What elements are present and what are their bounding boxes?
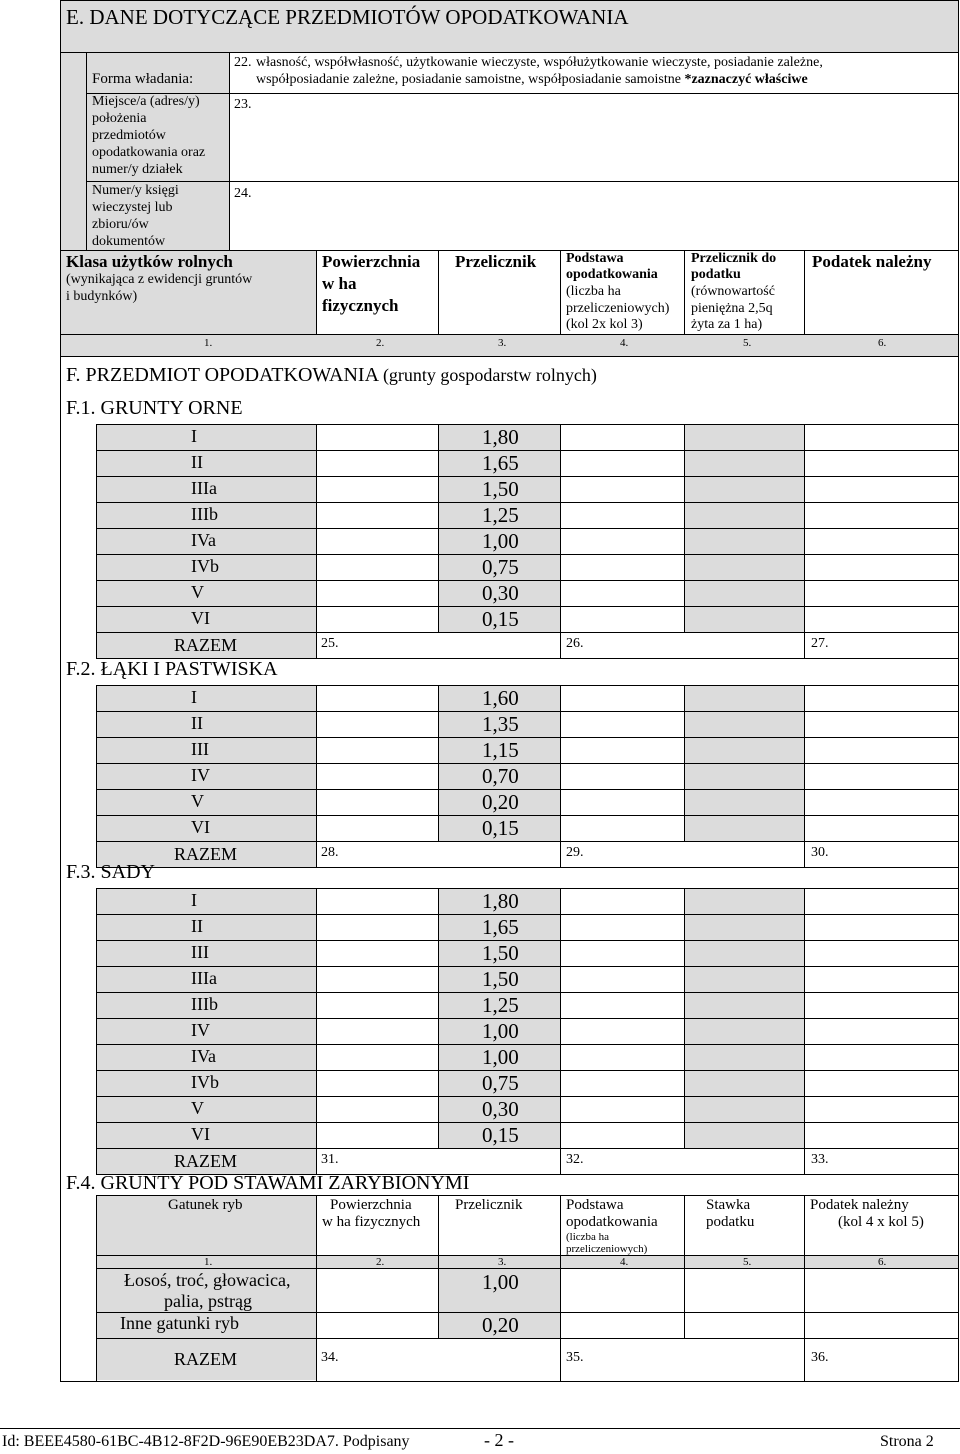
grid-line (316, 1195, 317, 1381)
footer-document-id: Id: BEEE4580-61BC-4B12-8F2D-96E90EB23DA7. Podpisany (2, 1433, 410, 1450)
tax-due-input[interactable] (805, 607, 957, 632)
soil-class-label: V (191, 791, 204, 811)
grid-line (96, 1312, 958, 1313)
numer-label-1: Numer/y księgi (92, 183, 179, 198)
col-podatek: Podatek należny (812, 252, 932, 271)
grid-line (96, 476, 958, 477)
klasa-sub-1: (wynikająca z ewidencji gruntów (66, 272, 253, 287)
przelicznik-value: 0,15 (482, 1123, 519, 1147)
tax-due-input[interactable] (805, 503, 957, 528)
soil-class-label: IVb (191, 556, 219, 576)
f4-row2-value: 0,20 (482, 1313, 519, 1337)
grid-line (560, 424, 561, 658)
przelicznik-value: 1,00 (482, 529, 519, 553)
przelicznik-value: 1,00 (482, 1019, 519, 1043)
tax-base-input[interactable] (561, 889, 683, 914)
grid-line (96, 528, 958, 529)
tax-base-input[interactable] (561, 967, 683, 992)
field-22-options-text: współposiadanie zależne, posiadanie samoistne, współposiadanie samoistne (256, 72, 681, 87)
miejsce-label-5: numer/y działek (92, 162, 183, 177)
grid-line (96, 1122, 958, 1123)
field-23-input[interactable] (230, 94, 958, 181)
area-input[interactable] (317, 712, 437, 737)
przelicznik-value: 0,15 (482, 607, 519, 631)
col-podstawa-1: Podstawa (566, 251, 624, 266)
tax-base-input[interactable] (561, 425, 683, 450)
f4-col-podstawa-sub-1: (liczba ha (566, 1231, 610, 1243)
area-input[interactable] (317, 581, 437, 606)
frame-left (60, 0, 61, 1382)
area-input[interactable] (317, 529, 437, 554)
grid-line (96, 841, 958, 842)
grid-line (96, 1255, 958, 1256)
soil-class-label: II (191, 916, 203, 936)
miejsce-label-2: położenia (92, 111, 147, 126)
grid-line (316, 685, 317, 867)
f4-row2-label: Inne gatunki ryb (120, 1313, 239, 1333)
grid-line (684, 685, 685, 841)
soil-class-label: IV (191, 1020, 210, 1040)
grid-line (560, 1195, 561, 1381)
grid-line (96, 789, 958, 790)
col-powierzchnia-2: w ha (322, 274, 357, 293)
grid-line (96, 1018, 958, 1019)
grid-line (96, 502, 958, 503)
grid-line (96, 888, 958, 889)
tax-base-input[interactable] (561, 712, 683, 737)
soil-class-label: IVb (191, 1072, 219, 1092)
klasa-sub-2: i budynków) (66, 289, 138, 304)
przelicznik-value: 0,75 (482, 555, 519, 579)
f4-colnum-4: 4. (620, 1256, 629, 1268)
tax-base-input[interactable] (561, 555, 683, 580)
grid-line (316, 424, 317, 658)
tax-base-input[interactable] (561, 738, 683, 763)
soil-class-label: VI (191, 1124, 210, 1144)
grid-line (560, 250, 561, 334)
footer-page-number: - 2 - (484, 1430, 514, 1450)
grid-line (96, 1044, 958, 1045)
f4-colnum-1: 1. (204, 1256, 213, 1268)
grid-line (804, 1195, 805, 1381)
grid-line (60, 52, 959, 53)
grid-line (438, 424, 439, 632)
f4-colnum-bg (96, 1255, 958, 1268)
colnum-6: 6. (878, 337, 887, 349)
przelicznik-value: 1,50 (482, 967, 519, 991)
col-przel-podatku-4: pieniężna 2,5q (691, 301, 773, 316)
frame-bottom (60, 1381, 959, 1382)
grid-line (96, 685, 958, 686)
f4-colnum-6: 6. (878, 1256, 887, 1268)
razem-field-area[interactable]: 31. (321, 1152, 339, 1167)
f4-row1-value: 1,00 (482, 1270, 519, 1294)
grid-line (96, 424, 97, 658)
tax-base-input[interactable] (561, 503, 683, 528)
f4-col-stawka-1: Stawka (706, 1197, 751, 1213)
grid-line (684, 888, 685, 1148)
footer-strona: Strona 2 (880, 1433, 934, 1450)
soil-class-label: III (191, 942, 209, 962)
przelicznik-value: 0,30 (482, 1097, 519, 1121)
tax-due-input[interactable] (805, 967, 957, 992)
area-input[interactable] (317, 1019, 437, 1044)
area-input[interactable] (317, 425, 437, 450)
tax-base-input[interactable] (561, 581, 683, 606)
area-input[interactable] (317, 967, 437, 992)
soil-class-label: III (191, 739, 209, 759)
tax-due-input[interactable] (805, 941, 957, 966)
miejsce-label-1: Miejsce/a (adres/y) (92, 94, 200, 109)
frame-top (60, 0, 959, 1)
col-podstawa-4: przeliczeniowych) (566, 301, 670, 316)
grid-line (96, 1096, 958, 1097)
f4-col-podstawa-sub-2: przeliczeniowych) (566, 1243, 648, 1255)
przelicznik-value: 1,50 (482, 941, 519, 965)
tax-base-input[interactable] (561, 816, 683, 841)
area-input[interactable] (317, 1123, 437, 1148)
area-input[interactable] (317, 915, 437, 940)
colnum-4: 4. (620, 337, 629, 349)
przelicznik-value: 1,50 (482, 477, 519, 501)
col-podstawa-3: (liczba ha (566, 284, 621, 299)
przelicznik-value: 1,25 (482, 993, 519, 1017)
tax-base-input[interactable] (561, 915, 683, 940)
f4-colnum-2: 2. (376, 1256, 385, 1268)
numer-label-2: wieczystej lub (92, 200, 173, 215)
f4-heading: F.4. GRUNTY POD STAWAMI ZARYBIONYMI (66, 1172, 470, 1194)
tax-due-input[interactable] (805, 1045, 957, 1070)
soil-class-label: IIIa (191, 968, 217, 988)
colnum-2: 2. (376, 337, 385, 349)
field-24-input[interactable] (230, 182, 958, 249)
f2-heading: F.2. ŁĄKI I PASTWISKA (66, 658, 278, 680)
colnum-5: 5. (743, 337, 752, 349)
area-input[interactable] (317, 503, 437, 528)
f4-col-stawka-2: podatku (706, 1214, 755, 1230)
tax-base-input[interactable] (561, 607, 683, 632)
col-przelicznik: Przelicznik (455, 252, 537, 271)
klasa-title: Klasa użytków rolnych (66, 252, 233, 271)
soil-class-label: VI (191, 608, 210, 628)
grid-line (438, 888, 439, 1148)
field-22-options-line1: własność, współwłasność, użytkowanie wieczyste, współużytkowanie wieczyste, posiadanie zależne, (256, 55, 823, 70)
grid-line (96, 737, 958, 738)
grid-line (86, 181, 959, 182)
tax-base-input[interactable] (561, 477, 683, 502)
przelicznik-value: 1,25 (482, 503, 519, 527)
miejsce-label-3: przedmiotów (92, 128, 166, 143)
razem-field-base[interactable]: 29. (566, 845, 584, 860)
grid-line (438, 1195, 439, 1338)
przelicznik-value: 0,15 (482, 816, 519, 840)
colnum-row-bg (60, 334, 959, 356)
tax-due-input[interactable] (805, 686, 957, 711)
tax-base-input[interactable] (561, 1123, 683, 1148)
razem-field-tax[interactable]: 27. (811, 636, 829, 651)
przelicznik-value: 0,75 (482, 1071, 519, 1095)
soil-class-label: I (191, 426, 197, 446)
f1-heading: F.1. GRUNTY ORNE (66, 397, 243, 419)
f4-col-powierzchnia-1: Powierzchnia (330, 1197, 412, 1213)
tax-due-input[interactable] (805, 915, 957, 940)
tax-base-input[interactable] (561, 451, 683, 476)
grid-line (96, 1070, 958, 1071)
f4-col-podstawa-1: Podstawa (566, 1197, 624, 1213)
tax-base-input[interactable] (561, 1045, 683, 1070)
area-input[interactable] (317, 607, 437, 632)
soil-class-label: V (191, 1098, 204, 1118)
grid-line (86, 52, 87, 250)
tax-base-input[interactable] (561, 529, 683, 554)
grid-line (229, 52, 230, 250)
section-f-title: F. PRZEDMIOT OPODATKOWANIA (grunty gospodarstw rolnych) (66, 364, 597, 386)
grid-line (96, 632, 958, 633)
f4-field-35[interactable]: 35. (566, 1350, 584, 1365)
grid-line (86, 93, 959, 94)
soil-class-label: I (191, 687, 197, 707)
area-input[interactable] (317, 764, 437, 789)
przelicznik-value: 1,00 (482, 1045, 519, 1069)
grid-line (96, 424, 958, 425)
grid-line (96, 992, 958, 993)
section-e-title: E. DANE DOTYCZĄCE PRZEDMIOTÓW OPODATKOWANIA (66, 5, 629, 29)
f4-col-gatunek: Gatunek ryb (168, 1197, 243, 1213)
soil-class-label: IIIb (191, 504, 218, 524)
grid-line (804, 685, 805, 867)
grid-line (96, 580, 958, 581)
col-powierzchnia-3: fizycznych (322, 296, 399, 315)
przelicznik-value: 0,20 (482, 790, 519, 814)
f4-row1-label-1: Łosoś, troć, głowacica, (124, 1270, 291, 1290)
grid-line (684, 250, 685, 334)
grid-line (96, 450, 958, 451)
przelicznik-value: 1,60 (482, 686, 519, 710)
tax-due-input[interactable] (805, 581, 957, 606)
grid-line (804, 888, 805, 1174)
razem-field-tax[interactable]: 33. (811, 1152, 829, 1167)
area-input[interactable] (317, 889, 437, 914)
tax-base-input[interactable] (561, 1097, 683, 1122)
grid-line (560, 888, 561, 1174)
area-input[interactable] (317, 477, 437, 502)
f4-col-powierzchnia-2: w ha fizycznych (322, 1214, 421, 1230)
tax-due-input[interactable] (805, 1019, 957, 1044)
razem-field-base[interactable]: 26. (566, 636, 584, 651)
przelicznik-value: 1,35 (482, 712, 519, 736)
grid-line (60, 356, 959, 357)
area-input[interactable] (317, 451, 437, 476)
grid-line (96, 815, 958, 816)
grid-line (96, 685, 97, 867)
grid-line (96, 1148, 958, 1149)
left-label-column-bg (60, 52, 86, 250)
tax-due-input[interactable] (805, 1097, 957, 1122)
footer-rule (0, 1428, 960, 1429)
razem-field-base[interactable]: 32. (566, 1152, 584, 1167)
grid-line (96, 888, 97, 1174)
soil-class-label: IV (191, 765, 210, 785)
f3-heading: F.3. SADY (66, 861, 155, 883)
grid-line (804, 424, 805, 658)
tax-base-input[interactable] (561, 686, 683, 711)
col-przel-podatku-3: (równowartość (691, 284, 775, 299)
przelicznik-value: 1,80 (482, 425, 519, 449)
przelicznik-value: 1,65 (482, 451, 519, 475)
grid-line (684, 424, 685, 632)
soil-class-label: I (191, 890, 197, 910)
numer-label-4: dokumentów (92, 234, 166, 249)
field-23-number: 23. (234, 97, 252, 112)
tax-due-input[interactable] (805, 1123, 957, 1148)
grid-line (96, 1338, 958, 1339)
area-input[interactable] (317, 555, 437, 580)
forma-wladania-label: Forma władania: (92, 71, 194, 87)
col-przel-podatku-2: podatku (691, 267, 741, 282)
tax-due-input[interactable] (805, 889, 957, 914)
soil-class-label: IIIb (191, 994, 218, 1014)
soil-class-label: IVa (191, 1046, 216, 1066)
razem-field-area[interactable]: 28. (321, 845, 339, 860)
tax-base-input[interactable] (561, 764, 683, 789)
field-24-number: 24. (234, 186, 252, 201)
f4-col-przelicznik: Przelicznik (455, 1197, 523, 1213)
grid-line (96, 763, 958, 764)
soil-class-label: VI (191, 817, 210, 837)
area-input[interactable] (317, 941, 437, 966)
grid-line (96, 711, 958, 712)
tax-base-input[interactable] (561, 790, 683, 815)
razem-label: RAZEM (174, 635, 237, 655)
przelicznik-value: 1,80 (482, 889, 519, 913)
razem-label: RAZEM (174, 844, 237, 864)
field-22-options-line2[interactable] (256, 72, 808, 88)
tax-due-input[interactable] (805, 790, 957, 815)
tax-due-input[interactable] (805, 1071, 957, 1096)
tax-due-input[interactable] (805, 816, 957, 841)
tax-due-input[interactable] (805, 477, 957, 502)
soil-class-label: IVa (191, 530, 216, 550)
area-input[interactable] (317, 816, 437, 841)
area-input[interactable] (317, 993, 437, 1018)
frame-right (958, 0, 959, 1382)
field-22-number: 22. (234, 55, 252, 70)
przelicznik-value: 0,30 (482, 581, 519, 605)
area-input[interactable] (317, 1097, 437, 1122)
grid-line (96, 940, 958, 941)
grid-line (438, 250, 439, 334)
grid-line (96, 1195, 97, 1381)
grid-line (804, 250, 805, 334)
miejsce-label-4: opodatkowania oraz (92, 145, 206, 160)
soil-class-label: II (191, 713, 203, 733)
area-input[interactable] (317, 1071, 437, 1096)
f4-field-36[interactable]: 36. (811, 1350, 829, 1365)
tax-base-input[interactable] (561, 1019, 683, 1044)
col-przel-podatku-1: Przelicznik do (691, 251, 777, 266)
przelicznik-value: 1,15 (482, 738, 519, 762)
soil-class-label: IIIa (191, 478, 217, 498)
razem-label: RAZEM (174, 1151, 237, 1171)
soil-class-label: V (191, 582, 204, 602)
tax-due-input[interactable] (805, 993, 957, 1018)
tax-due-input[interactable] (805, 425, 957, 450)
tax-due-input[interactable] (805, 712, 957, 737)
col-przel-podatku-5: żyta za 1 ha) (691, 317, 763, 332)
tax-due-input[interactable] (805, 764, 957, 789)
grid-line (96, 606, 958, 607)
przelicznik-value: 0,70 (482, 764, 519, 788)
grid-line (60, 250, 959, 251)
area-input[interactable] (317, 1045, 437, 1070)
f4-col-podatek: Podatek należny (810, 1197, 909, 1213)
tax-base-input[interactable] (561, 1071, 683, 1096)
f4-col-podatek-sub: (kol 4 x kol 5) (838, 1214, 924, 1230)
f4-field-34[interactable]: 34. (321, 1350, 339, 1365)
grid-line (96, 966, 958, 967)
colnum-1: 1. (204, 337, 213, 349)
f4-colnum-3: 3. (498, 1256, 507, 1268)
grid-line (60, 334, 959, 335)
numer-label-3: zbioru/ów (92, 217, 149, 232)
col-powierzchnia-1: Powierzchnia (322, 252, 421, 271)
tax-base-input[interactable] (561, 993, 683, 1018)
area-input[interactable] (317, 790, 437, 815)
grid-line (96, 1268, 958, 1269)
field-22-note: *zaznaczyć właściwe (684, 72, 808, 87)
tax-due-input[interactable] (805, 529, 957, 554)
col-podstawa-5: (kol 2x kol 3) (566, 317, 643, 332)
grid-line (438, 685, 439, 841)
tax-due-input[interactable] (805, 451, 957, 476)
f4-colnum-5: 5. (743, 1256, 752, 1268)
soil-class-label: II (191, 452, 203, 472)
grid-line (560, 685, 561, 867)
grid-line (316, 888, 317, 1174)
przelicznik-value: 1,65 (482, 915, 519, 939)
grid-line (316, 250, 317, 334)
f4-razem-label: RAZEM (174, 1349, 237, 1369)
grid-line (96, 914, 958, 915)
grid-line (96, 554, 958, 555)
area-input[interactable] (317, 686, 437, 711)
col-podstawa-2: opodatkowania (566, 267, 658, 282)
grid-line (96, 867, 958, 868)
colnum-3: 3. (498, 337, 507, 349)
razem-field-area[interactable]: 25. (321, 636, 339, 651)
tax-due-input[interactable] (805, 555, 957, 580)
tax-due-input[interactable] (805, 738, 957, 763)
grid-line (684, 1195, 685, 1338)
grid-line (96, 1195, 958, 1196)
f4-col-podstawa-2: opodatkowania (566, 1214, 658, 1230)
area-input[interactable] (317, 738, 437, 763)
f4-row1-label-2: palia, pstrąg (164, 1291, 252, 1311)
tax-base-input[interactable] (561, 941, 683, 966)
razem-field-tax[interactable]: 30. (811, 845, 829, 860)
